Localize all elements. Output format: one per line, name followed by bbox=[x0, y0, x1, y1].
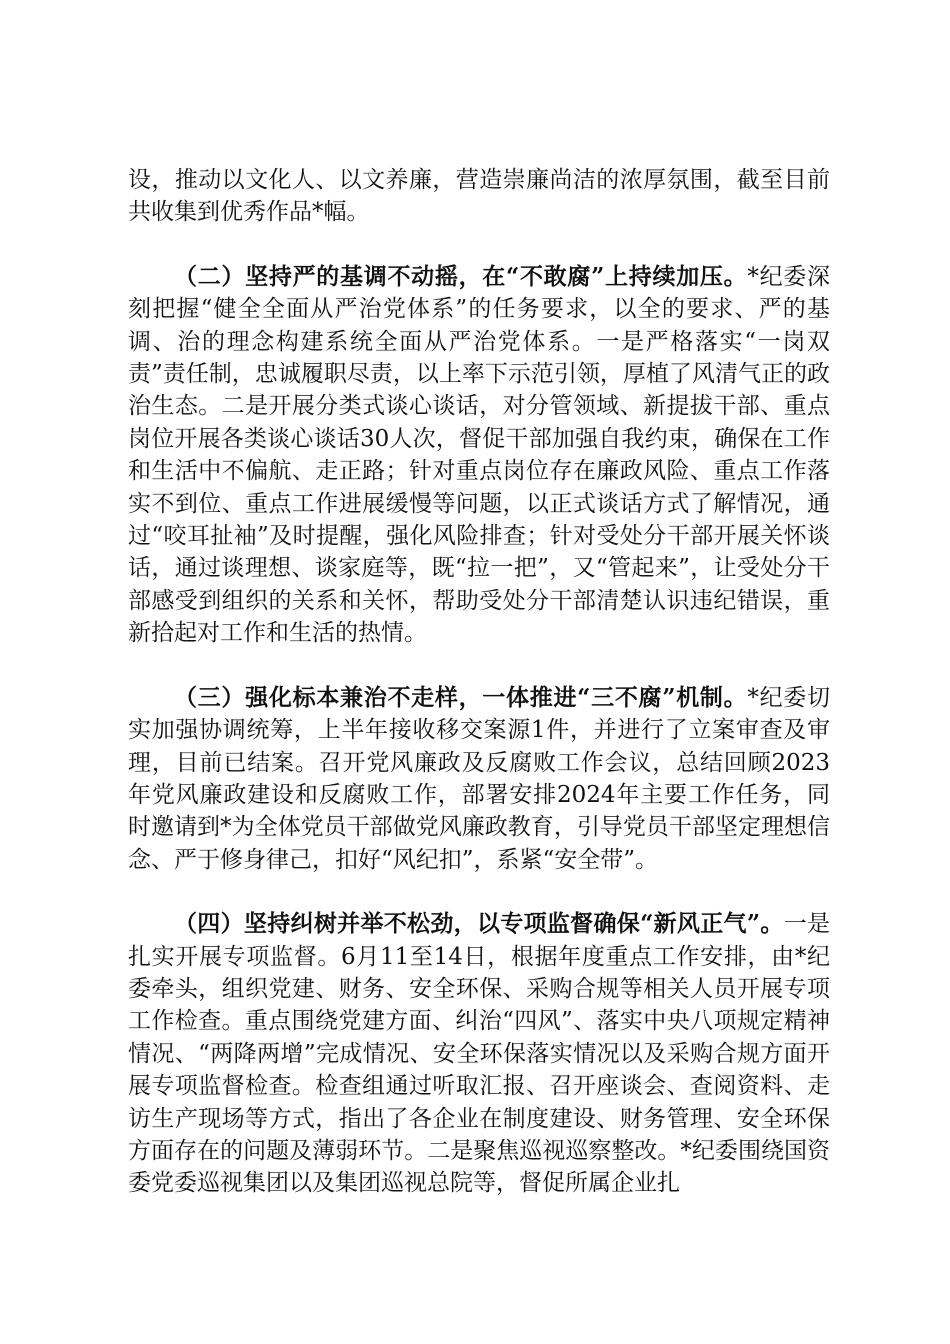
section-heading-3: （三）强化标本兼治不走样，一体推进“三不腐”机制。 bbox=[174, 683, 748, 711]
paragraph-continuation bbox=[128, 164, 830, 229]
document-page bbox=[128, 164, 830, 1200]
paragraph-section-2 bbox=[128, 261, 830, 650]
section-body-3: *纪委切实加强协调统筹，上半年接收移交案源1件，并进行了立案审查及审理，目前已结案。召开党风廉政及反腐败工作会议，总结回顾2023年党风廉政建设和反腐败工作，部署安排2024年主要工作任务，同时邀请到*为全体党员干部做党风廉政教育，引导党员干部坚定理想信念、严于修身律己，扣好“风纪扣”，系紧“安全带”。 bbox=[128, 684, 831, 873]
paragraph-section-4 bbox=[128, 908, 830, 1200]
section-body-2: *纪委深刻把握“健全全面从严治党体系”的任务要求，以全的要求、严的基调、治的理念构建系统全面从严治党体系。一是严格落实“一岗双责”责任制，忠诚履职尽责，以上率下示范引领，厚植了风清气正的政治生态。二是开展分类式谈心谈话，对分管领域、新提拔干部、重点岗位开展各类谈心谈话30人次，督促干部加强自我约束，确保在工作和生活中不偏航、走正路；针对重点岗位存在廉政风险、重点工作落实不到位、重点工作进展缓慢等问题，以正式谈话方式了解情况，通过“咬耳扯袖”及时提醒，强化风险排查；针对受处分干部开展关怀谈话，通过谈理想、谈家庭等，既“拉一把”，又“管起来”，让受处分干部感受到组织的关系和关怀，帮助受处分干部清楚认识违纪错误，重新拾起对工作和生活的热情。 bbox=[128, 263, 831, 647]
section-heading-2: （二）坚持严的基调不动摇，在“不敢腐”上持续加压。 bbox=[174, 262, 748, 290]
section-body-4: 一是扎实开展专项监督。6月11至14日，根据年度重点工作安排，由*纪委牵头，组织党建、财务、安全环保、采购合规等相关人员开展专项工作检查。重点围绕党建方面、纠治“四风”、落实中央八项规定精神情况、“两降两增”完成情况、安全环保落实情况以及采购合规方面开展专项监督检查。检查组通过听取汇报、召开座谈会、查阅资料、走访生产现场等方式，指出了各企业在制度建设、财务管理、安全环保方面存在的问题及薄弱环节。二是聚焦巡视巡察整改。*纪委围绕国资委党委巡视集团以及集团巡视总院等，督促所属企业扎 bbox=[128, 911, 830, 1197]
paragraph-body: 设，推动以文化人、以文养廉，营造崇廉尚洁的浓厚氛围，截至目前共收集到优秀作品*幅。 bbox=[128, 167, 830, 226]
paragraph-section-3 bbox=[128, 682, 830, 876]
section-heading-4: （四）坚持纠树并举不松劲，以专项监督确保“新风正气”。 bbox=[174, 910, 784, 938]
